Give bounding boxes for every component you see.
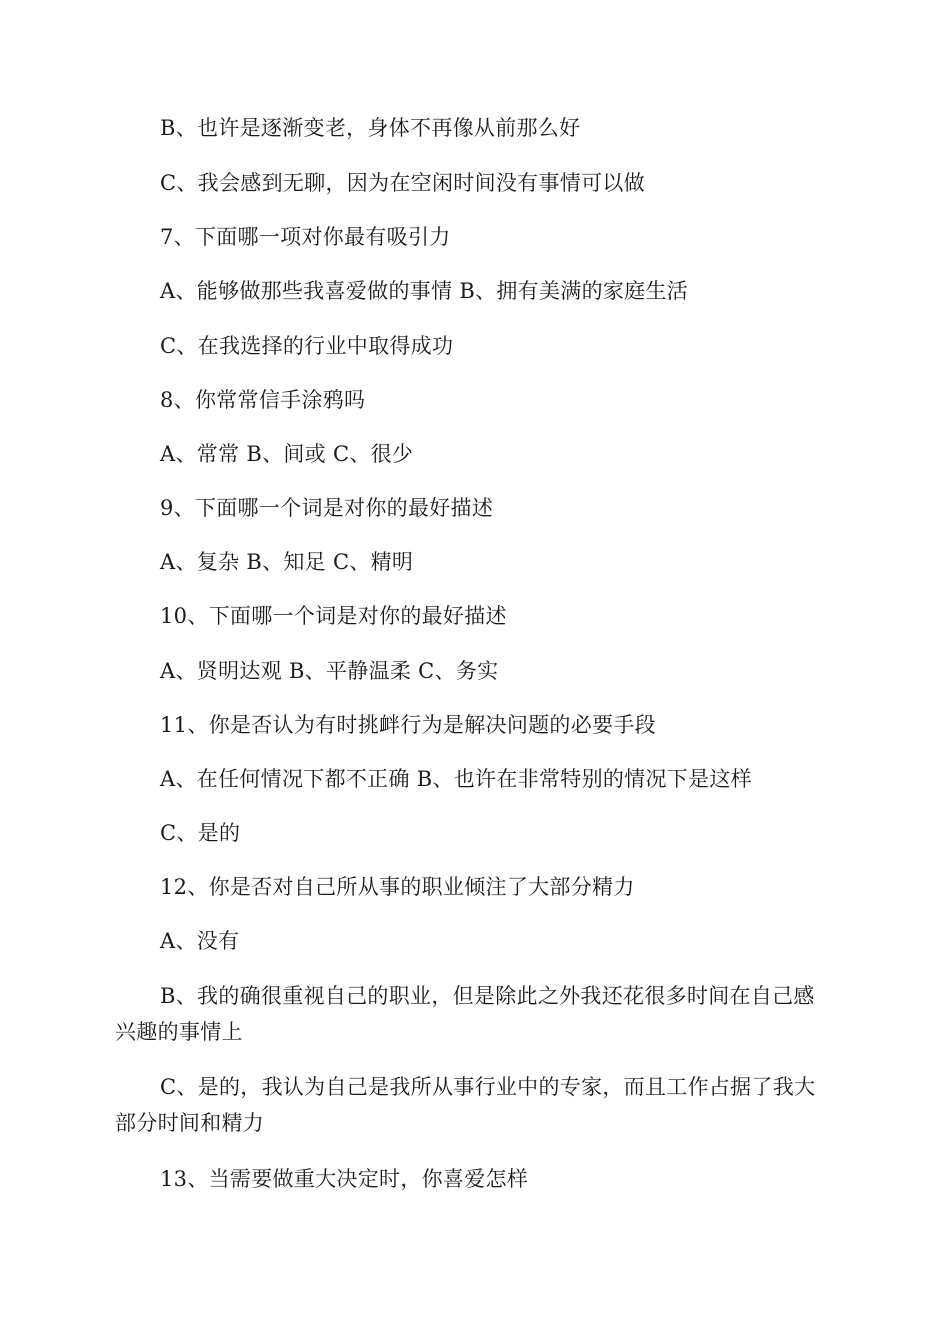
option-line: A、复杂 B、知足 C、精明 <box>160 550 414 574</box>
option-line: C、我会感到无聊，因为在空闲时间没有事情可以做 <box>160 171 645 195</box>
question-line: 13、当需要做重大决定时，你喜爱怎样 <box>160 1167 529 1191</box>
option-line: A、没有 <box>160 929 240 953</box>
question-line: 9、下面哪一个词是对你的最好描述 <box>160 496 494 520</box>
question-line: 8、你常常信手涂鸦吗 <box>160 388 366 412</box>
option-line: C、在我选择的行业中取得成功 <box>160 334 454 358</box>
option-line: C、是的 <box>160 821 241 845</box>
option-line: A、能够做那些我喜爱做的事情 B、拥有美满的家庭生活 <box>160 279 689 303</box>
question-line: 10、下面哪一个词是对你的最好描述 <box>160 604 507 628</box>
question-line: 11、你是否认为有时挑衅行为是解决问题的必要手段 <box>160 713 656 737</box>
question-line: 12、你是否对自己所从事的职业倾注了大部分精力 <box>160 875 635 899</box>
question-line: 7、下面哪一项对你最有吸引力 <box>160 225 451 249</box>
option-line: A、贤明达观 B、平静温柔 C、务实 <box>160 659 499 683</box>
option-line: A、常常 B、间或 C、很少 <box>160 442 414 466</box>
option-line: A、在任何情况下都不正确 B、也许在非常特别的情况下是这样 <box>160 767 752 791</box>
option-paragraph: B、我的确很重视自己的职业，但是除此之外我还花很多时间在自己感兴趣的事情上 <box>115 984 815 1044</box>
option-paragraph: C、是的，我认为自己是我所从事行业中的专家，而且工作占据了我大部分时间和精力 <box>115 1075 816 1135</box>
option-line: B、也许是逐渐变老，身体不再像从前那么好 <box>160 116 581 140</box>
